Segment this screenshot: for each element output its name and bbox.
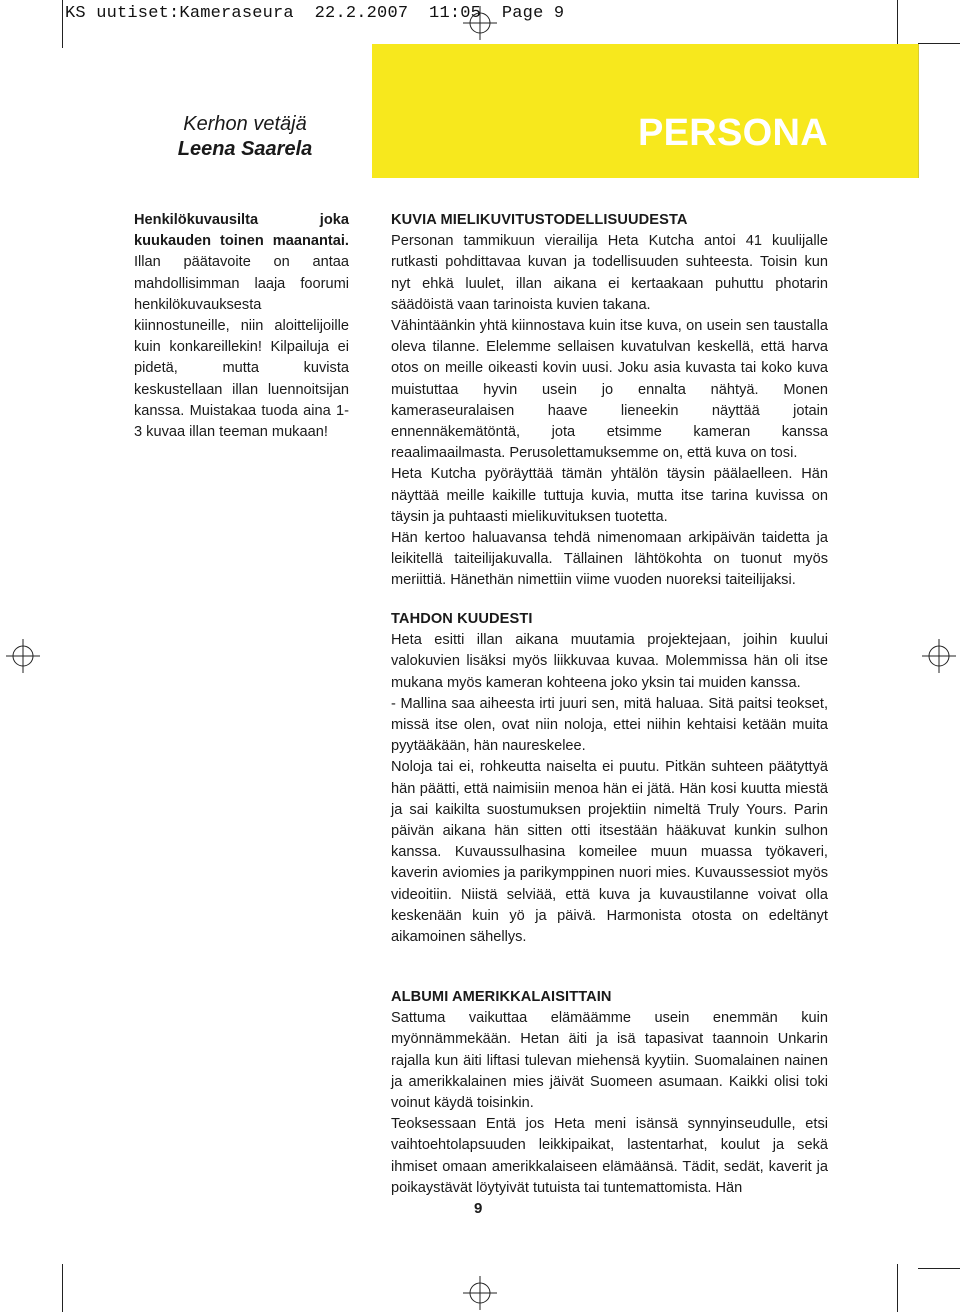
intro-body: Illan päätavoite on antaa mahdollisimman laaja foorumi henkilökuvauksesta kiinnostuneille, niin aloittelijoille kuin konkareillekin! Kilpailuja ei pidetä, mutta kuvista keskustellaan illan luennoitsijan kanssa. Muistakaa tuoda aina 1-3 kuvaa illan teeman mukaan! [134,254,349,441]
print-slug: KS uutiset:Kameraseura 22.2.2007 11:05 Page 9 [65,4,565,23]
paragraph: Sattuma vaikuttaa elämäämme usein enemmän kuin myönnämmekään. Hetan äiti ja isä tapasivat taannoin Unkarin rajalla kun äiti liftasi tulevan miehensä kyytiin. Suomalainen nainen ja amerikkalainen mies jäivät Suomeen asumaan. Kaikki olisi toki voinut käydä toisinkin. [391,1010,828,1112]
section-title: PERSONA [637,112,828,154]
article-section-3 [391,987,828,1199]
section-banner [372,44,919,178]
registration-mark-right [922,639,956,673]
intro-lead: Henkilökuvausilta joka kuukauden toinen maanantai. [134,212,349,250]
registration-mark-bottom [463,1276,497,1310]
page-number: 9 [474,1200,483,1217]
crop-mark-right-bottom [918,1268,960,1269]
paragraph: Teoksessaan Entä jos Heta meni isänsä synnyinseudulle, etsi vaihtoehtolapsuuden leikkipaikat, lastentarhat, koulut ja sekä ihmiset omaan amerikkalaiseen elämäänsä. Tädit, sedät, kaverit ja poikaystävät löytyivät tutuista tai tuntemattomista. Hän [391,1116,828,1196]
paragraph: - Mallina saa aiheesta irti juuri sen, mitä haluaa. Sitä paitsi teokset, missä itse olen, ovat niin noloja, ettei niihin kehtaisi ketään muita pyytääkään, hän naureskelee. [391,695,828,755]
crop-mark-bottom-left [62,1264,63,1312]
paragraph: Noloja tai ei, rohkeutta naiselta ei puutu. Pitkän suhteen päätyttyä hän päätti, että naimisiin menoa hän ei jätä. Hän kosi kuutta miestä ja sai kaikilta suostumuksen projektiin nimeltä Truly Yours. Parin päivän aikana hän sitten otti itsestään hääkuvat kunkin sulhon kanssa. Kuvaussulhasina komeilee muun muassa työkaveri, kaverin aviomies ja parikymppinen nuori mies. Kuvaussessiot myös videoitiin. Niistä selviää, että kuva ja kuvaustilanne voivat olla keskenään kuin yö ja päivä. Harmonista otosta on edeltänyt aikamoinen sähellys. [391,759,828,946]
section-heading: TAHDON KUUDESTI [391,611,533,627]
registration-mark-top [463,6,497,40]
crop-mark-top-left [62,0,63,48]
crop-mark-bottom-right [897,1264,898,1312]
paragraph: Hän kertoo haluavansa tehdä nimenomaan arkipäivän taidetta ja leikitellä taiteilijakuvalla. Tällainen lähtökohta on tuonut myös meriittiä. Hänethän nimettiin viime vuoden nuoreksi taiteilijaksi. [391,530,828,589]
crop-mark-top-right [897,0,898,48]
host-name: Leena Saarela [177,138,313,160]
host-credit [160,112,330,162]
section-heading: KUVIA MIELIKUVITUSTODELLISUUDESTA [391,212,688,228]
crop-mark-right-top [918,43,960,44]
intro-column [134,210,349,443]
registration-mark-left [6,639,40,673]
paragraph: Vähintäänkin yhtä kiinnostava kuin itse kuva, on usein sen taustalla oleva tilanne. Elelemme sellaisen kuvatulvan keskellä, että harva otos on meille oikeasti kovin uusi. Joku asia kuvasta tai koko kuva muistuttaa hyvin usein jo ennalta nähtyä. Monen kameraseuralaisen haave lieneekin näyttää jotain ennennäkemätöntä, jota etsimme kameran kanssa reaalimaailmasta. Perusolettamuksemme on, että kuva on tosi. [391,318,828,462]
article-section-1 [391,210,828,592]
section-heading: ALBUMI AMERIKKALAISITTAIN [391,989,612,1005]
host-label: Kerhon vetäjä [183,113,307,135]
paragraph: Heta Kutcha pyöräyttää tämän yhtälön täysin päälaelleen. Hän näyttää meille kaikille tuttuja kuvia, mutta itse tarina kuvissa on täysin ja puhtaasti mielikuvituksen tuotetta. [391,466,828,525]
article-section-2 [391,609,828,948]
paragraph: Heta esitti illan aikana muutamia projektejaan, joihin kuului valokuvien lisäksi myös liikkuvaa kuvaa. Molemmissa hän oli itse mukana myös kameran kohteena joko yksin tai muiden kanssa. [391,632,828,691]
paragraph: Personan tammikuun vierailija Heta Kutcha antoi 41 kuulijalle rutkasti pohdittavaa kuvan ja todellisuuden suhteesta. Toisin kun nyt ehkä luulet, illan aikana ei kertaakaan puhuttu photarin säädöistä vaan tarinoista kuvien takana. [391,233,828,313]
